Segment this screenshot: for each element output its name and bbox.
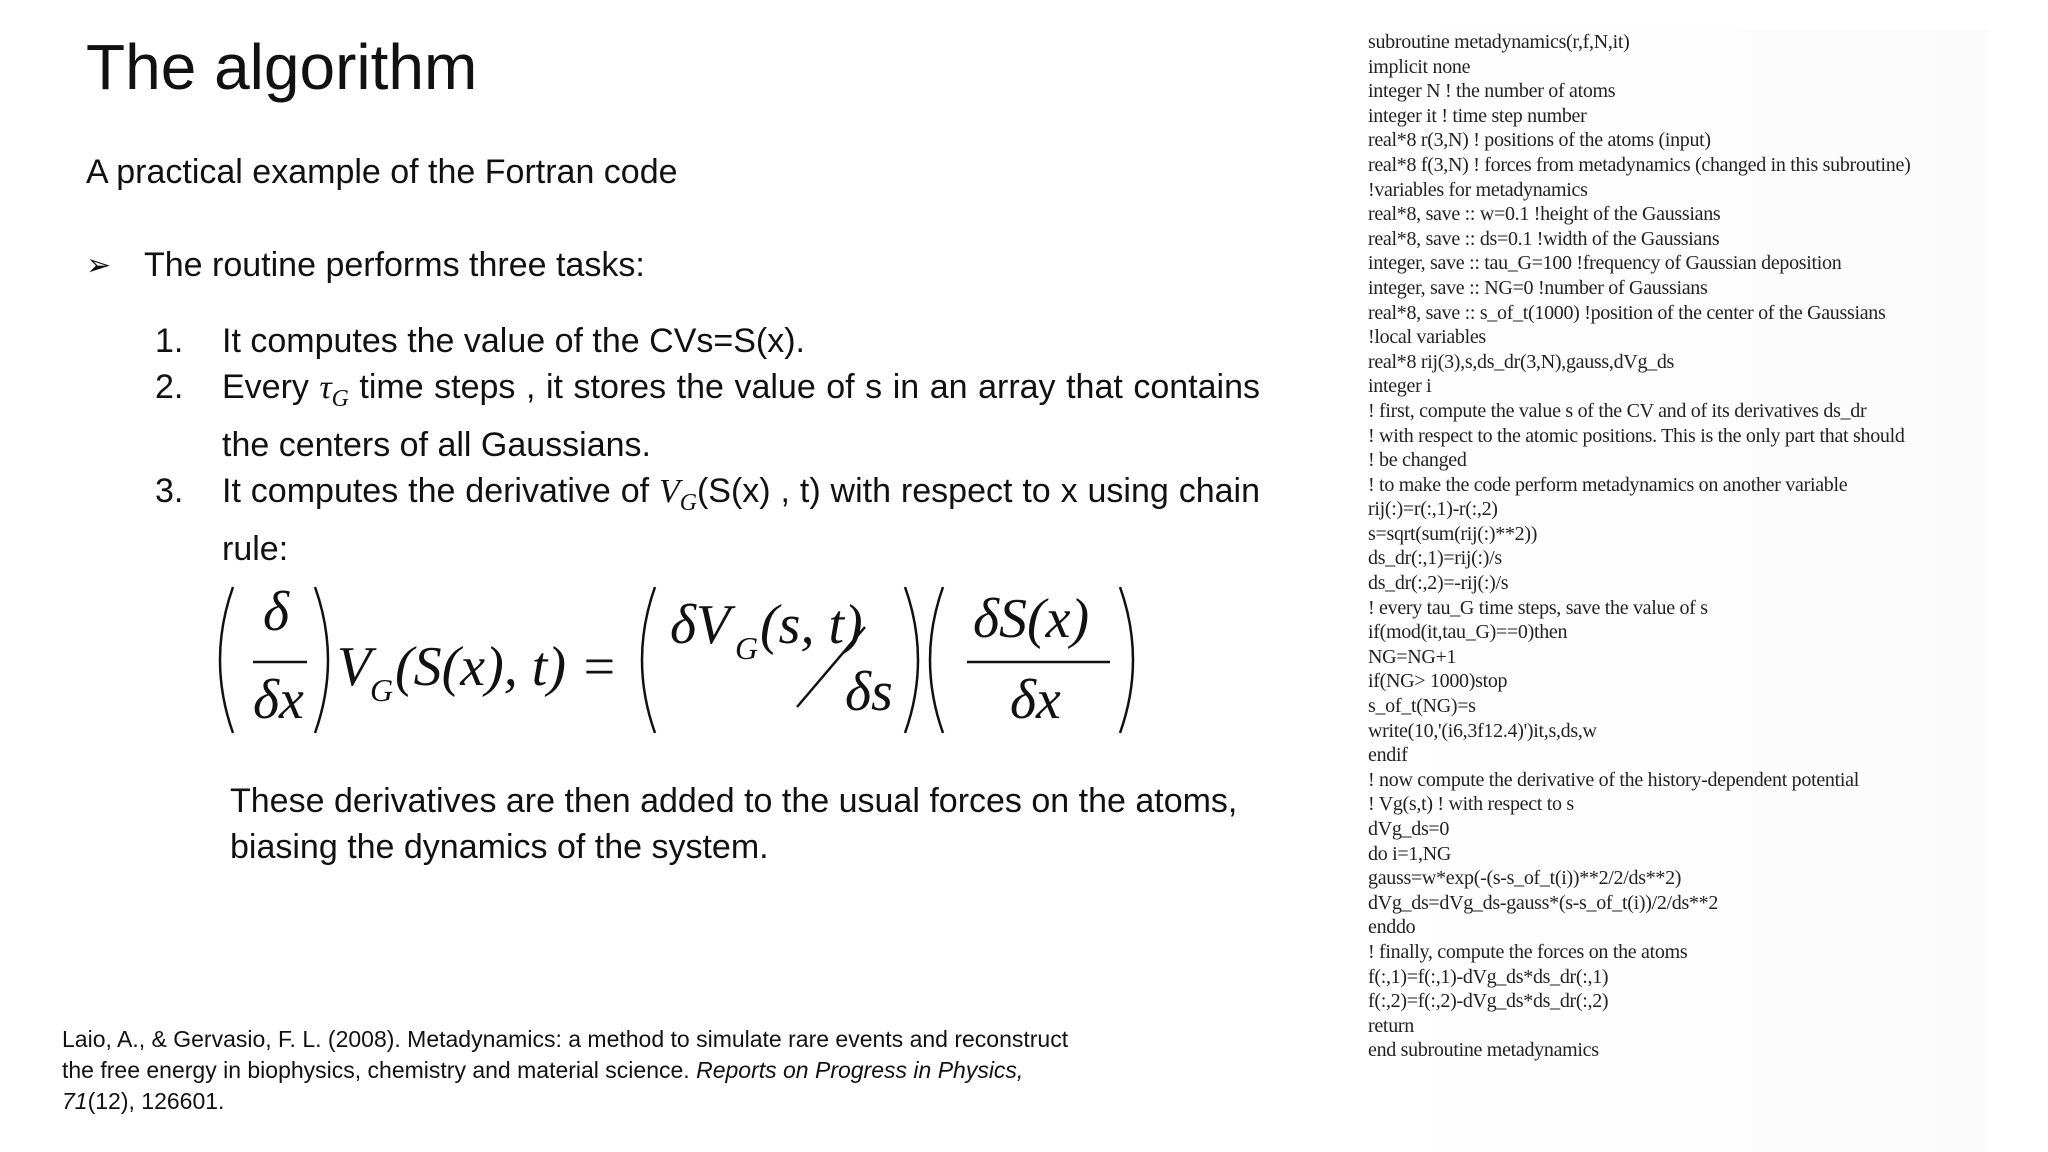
code-line: write(10,'(i6,3f12.4)')it,s,ds,w — [1368, 719, 1597, 742]
lhs-denominator: δx — [253, 669, 304, 731]
task-text: It computes the value of the CVs=S(x). — [222, 322, 805, 360]
code-line: !variables for metadynamics — [1368, 178, 1588, 201]
code-line: integer, save :: NG=0 !number of Gaussians — [1368, 276, 1708, 299]
code-line: ! finally, compute the forces on the atoms — [1368, 940, 1688, 963]
bullet-text: The routine performs three tasks: — [144, 246, 645, 284]
code-line: integer i — [1368, 375, 1432, 398]
slide-subtitle: A practical example of the Fortran code — [86, 153, 678, 191]
code-line: dVg_ds=dVg_ds-gauss*(s-s_of_t(i))/2/ds**2 — [1368, 891, 1719, 914]
slide-title: The algorithm — [86, 31, 478, 103]
code-line: ! first, compute the value s of the CV and of its derivatives ds_dr — [1368, 399, 1867, 422]
task-text: It computes the derivative of $V_G(S(x)$ , t) with respect to x using chain rule: — [222, 471, 1260, 568]
code-line: integer it ! time step number — [1368, 104, 1587, 127]
mid-args: (s, t) — [760, 594, 863, 656]
code-line: !local variables — [1368, 326, 1486, 349]
rhs-denominator: δx — [1010, 669, 1061, 731]
mid-numerator: δV — [670, 594, 731, 656]
code-line: real*8 rij(3),s,ds_dr(3,N),gauss,dVg_ds — [1368, 350, 1675, 373]
code-line: dVg_ds=0 — [1368, 818, 1450, 840]
arrowhead-icon: ➢ — [86, 249, 112, 282]
task-item — [155, 468, 1260, 572]
task-number: 2. — [155, 368, 184, 406]
mid-subscript: G — [735, 630, 759, 666]
code-line: ! with respect to the atomic positions. This is the only part that should — [1368, 424, 1905, 447]
bullet-point — [86, 246, 645, 285]
code-line: ! be changed — [1368, 449, 1467, 472]
code-line: s_of_t(NG)=s — [1368, 695, 1476, 718]
code-line: subroutine metadynamics(r,f,N,it) — [1368, 31, 1630, 53]
mid-denominator: δs — [845, 661, 893, 723]
code-line: rij(:)=r(:,1)-r(:,2) — [1368, 498, 1498, 521]
reference-citation: Laio, A., & Gervasio, F. L. (2008). Metadynamics: a method to simulate rare events and reconstruct the free energy in biophysics, chemistry and material science. Reports on Progress in Physics, 71(12), 126601. — [62, 1026, 1069, 1114]
rhs-numerator: δS(x) — [973, 588, 1090, 650]
code-line: gauss=w*exp(-(s-s_of_t(i))**2/2/ds**2) — [1368, 867, 1682, 890]
code-line: integer, save :: tau_G=100 !frequency of Gaussian deposition — [1368, 252, 1842, 275]
code-line: endif — [1368, 744, 1408, 767]
tau-g-symbol: $\tau_G$ — [319, 369, 349, 412]
task-item — [155, 318, 1260, 364]
code-line: f(:,2)=f(:,2)-dVg_ds*ds_dr(:,2) — [1368, 990, 1609, 1013]
code-line: end subroutine metadynamics — [1368, 1039, 1599, 1062]
task-item — [155, 364, 1260, 468]
code-line: s=sqrt(sum(rij(:)**2)) — [1368, 522, 1538, 545]
lhs-numerator: δ — [263, 581, 290, 643]
task-number: 1. — [155, 322, 184, 360]
code-line: ds_dr(:,1)=rij(:)/s — [1368, 547, 1502, 570]
code-line: ! every tau_G time steps, save the value of s — [1368, 596, 1708, 619]
code-line: f(:,1)=f(:,1)-dVg_ds*ds_dr(:,1) — [1368, 965, 1609, 988]
code-line: integer N ! the number of atoms — [1368, 80, 1616, 103]
code-line: real*8 r(3,N) ! positions of the atoms (input) — [1368, 129, 1711, 152]
code-line: ! to make the code perform metadynamics on another variable — [1368, 473, 1848, 496]
code-line: enddo — [1368, 916, 1416, 939]
lhs-term: V — [337, 636, 372, 698]
lhs-subscript: G — [370, 672, 394, 708]
task-number: 3. — [155, 471, 184, 510]
lhs-args: (S(x), t) = — [395, 636, 618, 698]
code-line: ! Vg(s,t) ! with respect to s — [1368, 793, 1574, 816]
code-line: real*8, save :: s_of_t(1000) !position of the center of the Gaussians — [1368, 301, 1886, 324]
code-line: ds_dr(:,2)=-rij(:)/s — [1368, 572, 1509, 595]
code-line: implicit none — [1368, 55, 1471, 78]
code-line: if(mod(it,tau_G)==0)then — [1368, 621, 1568, 644]
vg-symbol: $V_G$ — [659, 472, 697, 516]
code-line: ! now compute the derivative of the history-dependent potential — [1368, 768, 1859, 791]
code-line: NG=NG+1 — [1368, 645, 1457, 668]
fortran-code-listing — [1368, 30, 1988, 1152]
code-line: do i=1,NG — [1368, 842, 1452, 865]
chain-rule-equation — [215, 575, 1155, 745]
task-text: Every $\tau_G$ time steps , it stores the value of s in an array that contains the centers of all Gaussians. — [222, 368, 1260, 464]
code-line: real*8 f(3,N) ! forces from metadynamics (changed in this subroutine) — [1368, 153, 1911, 176]
code-line: if(NG> 1000)stop — [1368, 670, 1508, 693]
code-line: real*8, save :: w=0.1 !height of the Gaussians — [1368, 203, 1721, 226]
code-line: real*8, save :: ds=0.1 !width of the Gaussians — [1368, 227, 1720, 250]
code-line: return — [1368, 1014, 1414, 1037]
task-list — [155, 318, 1260, 572]
forces-note: These derivatives are then added to the usual forces on the atoms, biasing the dynamics of the system. — [230, 782, 1238, 866]
